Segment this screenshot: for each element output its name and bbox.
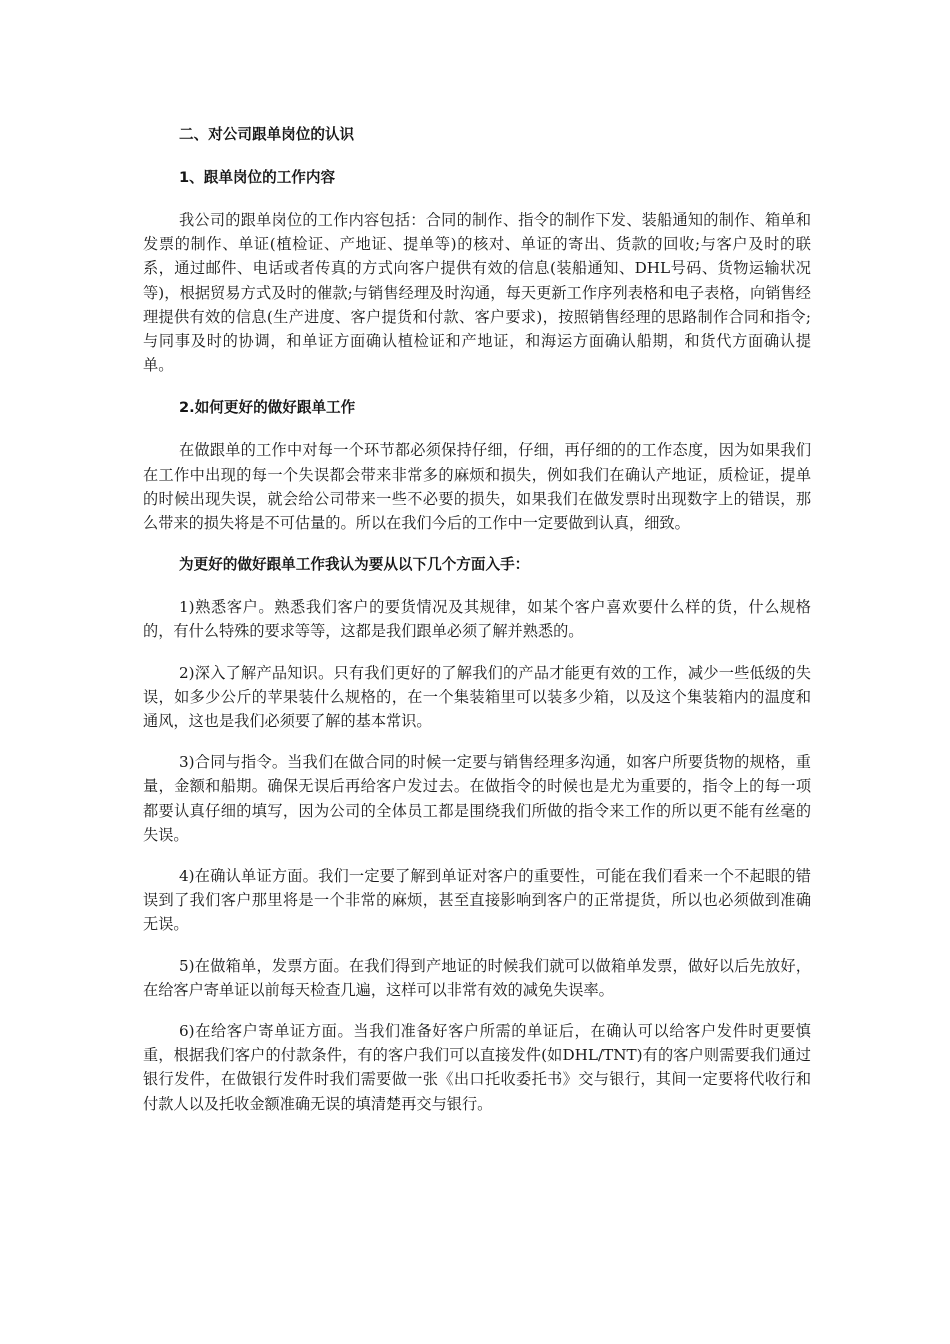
heading-how-to-improve: 2.如何更好的做好跟单工作 xyxy=(179,399,356,417)
heading-aspects: 为更好的做好跟单工作我认为要从以下几个方面入手： xyxy=(179,556,530,574)
paragraph-how-to-improve: 在做跟单的工作中对每一个环节都必须保持仔细，仔细，再仔细的的工作态度，因为如果我们在工作中出现的每一个失误都会带来非常多的麻烦和损失，例如我们在确认产地证，质检证，提单的时候出现失误，就会给公司带来一些不必要的损失，如果我们在做发票时出现数字上的错误，那么带来的损失将是不可估量的。所以在我们今后的工作中一定要做到认真，细致。 xyxy=(143,441,811,533)
list-item-1: 1)熟悉客户。熟悉我们客户的要货情况及其规律，如某个客户喜欢要什么样的货，什么规格的，有什么特殊的要求等等，这都是我们跟单必须了解并熟悉的。 xyxy=(143,598,811,641)
section-title: 二、对公司跟单岗位的认识 xyxy=(179,126,355,143)
list-item-3: 3)合同与指令。当我们在做合同的时候一定要与销售经理多沟通，如客户所要货物的规格，重量，金额和船期。确保无误后再给客户发过去。在做指令的时候也是尤为重要的，指令上的每一项都要认真仔细的填写，因为公司的全体员工都是围绕我们所做的指令来工作的所以更不能有丝毫的失误。 xyxy=(143,753,811,844)
paragraph-work-content: 我公司的跟单岗位的工作内容包括：合同的制作、指令的制作下发、装船通知的制作、箱单和发票的制作、单证(植检证、产地证、提单等)的核对、单证的寄出、货款的回收;与客户及时的联系，通过邮件、电话或者传真的方式向客户提供有效的信息(装船通知、DHL号码、货物运输状况等)，根据贸易方式及时的催款;与销售经理及时沟通，每天更新工作序列表格和电子表格，向销售经理提供有效的信息(生产进度、客户提货和付款、客户要求)，按照销售经理的思路制作合同和指令;与同事及时的协调，和单证方面确认植检证和产地证，和海运方面确认船期，和货代方面确认提单。 xyxy=(143,211,811,375)
document-body xyxy=(143,122,811,1133)
list-item-5: 5)在做箱单，发票方面。在我们得到产地证的时候我们就可以做箱单发票，做好以后先放好，在给客户寄单证以前每天检查几遍，这样可以非常有效的减免失误率。 xyxy=(143,956,811,999)
list-item-6: 6)在给客户寄单证方面。当我们准备好客户所需的单证后，在确认可以给客户发件时更要慎重，根据我们客户的付款条件，有的客户我们可以直接发件(如DHL/TNT)有的客户则需要我们通过银行发件，在做银行发件时我们需要做一张《出口托收委托书》交与银行，其间一定要将代收行和付款人以及托收金额准确无误的填清楚再交与银行。 xyxy=(143,1022,811,1113)
heading-work-content: 1、跟单岗位的工作内容 xyxy=(179,169,336,186)
list-item-2: 2)深入了解产品知识。只有我们更好的了解我们的产品才能更有效的工作，减少一些低级的失误，如多少公斤的苹果装什么规格的，在一个集装箱里可以装多少箱，以及这个集装箱内的温度和通风，这也是我们必须要了解的基本常识。 xyxy=(143,663,811,731)
list-item-4: 4)在确认单证方面。我们一定要了解到单证对客户的重要性，可能在我们看来一个不起眼的错误到了我们客户那里将是一个非常的麻烦，甚至直接影响到客户的正常提货，所以也必须做到准确无误。 xyxy=(143,867,811,934)
